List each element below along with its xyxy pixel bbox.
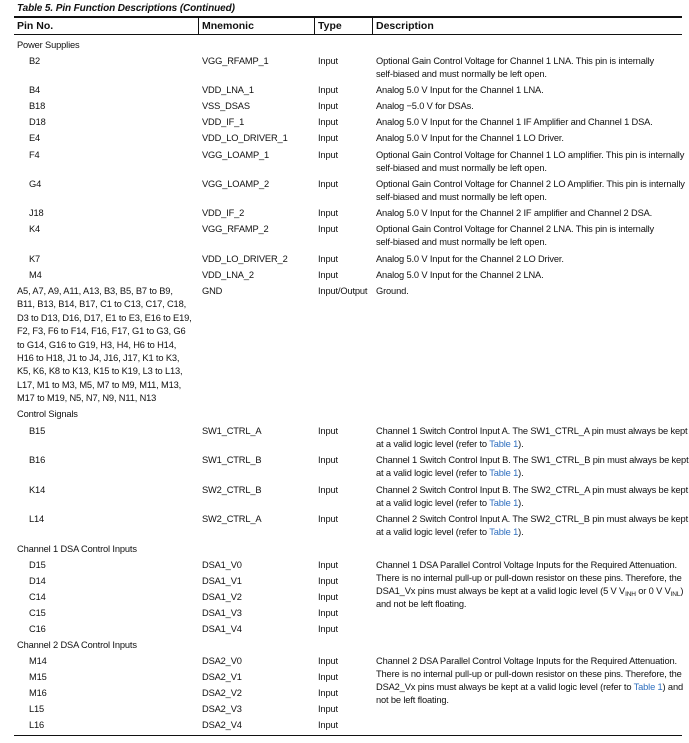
description-cell: Channel 1 Switch Control Input B. The SW1_CTRL_B pin must always be kept <box>376 455 689 465</box>
header-type: Type <box>318 20 342 32</box>
type-cell: Input <box>318 208 338 218</box>
type-cell: Input <box>318 672 338 682</box>
description-cell: Analog −5.0 V for DSAs. <box>376 101 474 111</box>
pin-cell: B15 <box>29 426 46 436</box>
mnemonic-cell: VDD_LNA_1 <box>202 85 254 95</box>
type-cell: Input <box>318 179 338 189</box>
mnemonic-cell: DSA1_V0 <box>202 560 242 570</box>
gnd-pin-list: M17 to M19, N5, N7, N9, N11, N13 <box>17 393 157 404</box>
type-cell: Input <box>318 656 338 666</box>
dsa1-description: and not be left floating. <box>376 599 467 609</box>
mnemonic-cell: GND <box>202 286 223 296</box>
description-cell: Ground. <box>376 286 409 296</box>
description-cell: Optional Gain Control Voltage for Channel 1 LNA. This pin is internally <box>376 56 655 66</box>
pin-cell: M15 <box>29 672 47 682</box>
dsa2-description: DSA2_Vx pins must always be kept at a valid logic level (refer to Table 1) and <box>376 682 683 692</box>
mnemonic-cell: VDD_LNA_2 <box>202 270 254 280</box>
pin-cell: F4 <box>29 150 40 160</box>
mnemonic-cell: SW2_CTRL_A <box>202 514 262 524</box>
pin-cell: B4 <box>29 85 41 95</box>
type-cell: Input <box>318 608 338 618</box>
description-cell: Analog 5.0 V Input for the Channel 2 IF amplifier and Channel 2 DSA. <box>376 208 653 218</box>
pin-cell: C16 <box>29 624 46 634</box>
dsa2-description: There is no internal pull-up or pull-down resistor on these pins. Therefore, the <box>376 669 682 679</box>
type-cell: Input <box>318 485 338 495</box>
description-cell: self-biased and must normally be left open. <box>376 163 547 173</box>
description-cell: self-biased and must normally be left open. <box>376 192 547 202</box>
dsa2-description: Channel 2 DSA Parallel Control Voltage Inputs for the Required Attenuation. <box>376 656 677 666</box>
mnemonic-cell: SW2_CTRL_B <box>202 485 262 495</box>
table-1-link[interactable]: Table 1 <box>489 527 519 537</box>
type-cell: Input <box>318 56 338 66</box>
description-cell: Analog 5.0 V Input for the Channel 1 IF Amplifier and Channel 1 DSA. <box>376 117 653 127</box>
description-cell: at a valid logic level (refer to Table 1). <box>376 468 524 478</box>
description-cell: self-biased and must normally be left open. <box>376 69 547 79</box>
description-cell: at a valid logic level (refer to Table 1). <box>376 527 524 537</box>
header-divider <box>314 18 315 34</box>
mnemonic-cell: DSA1_V2 <box>202 592 242 602</box>
mnemonic-cell: VSS_DSAS <box>202 101 250 111</box>
section-channel-1-dsa: Channel 1 DSA Control Inputs <box>17 544 137 554</box>
gnd-pin-list: to G14, G16 to G19, H3, H4, H6 to H14, <box>17 339 177 350</box>
type-cell: Input <box>318 426 338 436</box>
mnemonic-cell: VGG_RFAMP_1 <box>202 56 269 66</box>
header-divider <box>372 18 373 34</box>
table-1-link[interactable]: Table 1 <box>489 439 519 449</box>
table-top-rule <box>14 16 682 18</box>
pin-cell: L16 <box>29 720 45 730</box>
pin-cell: L15 <box>29 704 45 714</box>
type-cell: Input <box>318 150 338 160</box>
pin-cell: J18 <box>29 208 44 218</box>
pin-cell: B2 <box>29 56 41 66</box>
mnemonic-cell: VGG_LOAMP_2 <box>202 179 270 189</box>
mnemonic-cell: VGG_RFAMP_2 <box>202 224 269 234</box>
mnemonic-cell: DSA1_V1 <box>202 576 242 586</box>
type-cell: Input <box>318 254 338 264</box>
type-cell: Input <box>318 117 338 127</box>
description-cell: Channel 1 Switch Control Input A. The SW1_CTRL_A pin must always be kept <box>376 426 688 436</box>
description-cell: Optional Gain Control Voltage for Channel 2 LNA. This pin is internally <box>376 224 655 234</box>
mnemonic-cell: DSA1_V3 <box>202 608 242 618</box>
section-channel-2-dsa: Channel 2 DSA Control Inputs <box>17 640 137 650</box>
mnemonic-cell: DSA2_V0 <box>202 656 242 666</box>
gnd-pin-list: K5, K6, K8 to K13, K15 to K19, L3 to L13, <box>17 366 183 377</box>
description-cell: Analog 5.0 V Input for the Channel 1 LO Driver. <box>376 133 564 143</box>
dsa1-description: DSA1_Vx pins must always be kept at a valid logic level (5 V $V_{INH}$ or 0 V $V_{INL}$) <box>376 586 684 598</box>
table-caption: Table 5. Pin Function Descriptions (Continued) <box>17 3 235 14</box>
type-cell: Input <box>318 592 338 602</box>
pin-cell: L14 <box>29 514 45 524</box>
mnemonic-cell: VDD_IF_2 <box>202 208 245 218</box>
type-cell: Input <box>318 688 338 698</box>
description-cell: at a valid logic level (refer to Table 1). <box>376 439 524 449</box>
gnd-pin-list: F2, F3, F6 to F14, F16, F17, G1 to G3, G6 <box>17 326 186 337</box>
header-description: Description <box>376 20 434 32</box>
header-pin-no: Pin No. <box>17 20 54 32</box>
description-cell: at a valid logic level (refer to Table 1). <box>376 498 524 508</box>
pin-cell: C15 <box>29 608 46 618</box>
type-cell: Input <box>318 576 338 586</box>
type-cell: Input <box>318 704 338 714</box>
header-bottom-rule <box>14 34 682 35</box>
description-cell: Channel 2 Switch Control Input A. The SW2_CTRL_B pin must always be kept <box>376 514 688 524</box>
table-1-link[interactable]: Table 1 <box>633 682 663 692</box>
gnd-pin-list: L17, M1 to M3, M5, M7 to M9, M11, M13, <box>17 379 182 390</box>
description-cell: Channel 2 Switch Control Input B. The SW2_CTRL_A pin must always be kept <box>376 485 688 495</box>
mnemonic-cell: SW1_CTRL_A <box>202 426 262 436</box>
pin-cell: D15 <box>29 560 46 570</box>
dsa1-description: Channel 1 DSA Parallel Control Voltage Inputs for the Required Attenuation. <box>376 560 677 570</box>
mnemonic-cell: DSA2_V1 <box>202 672 242 682</box>
type-cell: Input <box>318 133 338 143</box>
type-cell: Input <box>318 270 338 280</box>
pin-cell: M14 <box>29 656 47 666</box>
mnemonic-cell: DSA2_V3 <box>202 704 242 714</box>
gnd-pin-list: A5, A7, A9, A11, A13, B3, B5, B7 to B9, <box>17 286 173 296</box>
pin-cell: C14 <box>29 592 46 602</box>
section-power-supplies: Power Supplies <box>17 40 80 50</box>
header-divider <box>198 18 199 34</box>
description-cell: Analog 5.0 V Input for the Channel 2 LO Driver. <box>376 254 564 264</box>
dsa1-description: There is no internal pull-up or pull-down resistor on these pins. Therefore, the <box>376 573 682 583</box>
mnemonic-cell: VDD_LO_DRIVER_2 <box>202 254 288 264</box>
type-cell: Input <box>318 514 338 524</box>
mnemonic-cell: DSA2_V2 <box>202 688 242 698</box>
pin-cell: K7 <box>29 254 41 264</box>
table-bottom-rule <box>14 735 682 736</box>
description-cell: Optional Gain Control Voltage for Channel 1 LO amplifier. This pin is internally <box>376 150 685 160</box>
type-cell: Input <box>318 101 338 111</box>
type-cell: Input <box>318 85 338 95</box>
mnemonic-cell: VDD_IF_1 <box>202 117 245 127</box>
pin-cell: B16 <box>29 455 46 465</box>
type-cell: Input <box>318 720 338 730</box>
gnd-pin-list: H16 to H18, J1 to J4, J16, J17, K1 to K3, <box>17 353 180 363</box>
type-cell: Input <box>318 455 338 465</box>
pin-cell: G4 <box>29 179 42 189</box>
mnemonic-cell: VGG_LOAMP_1 <box>202 150 270 160</box>
mnemonic-cell: DSA1_V4 <box>202 624 242 634</box>
table-1-link[interactable]: Table 1 <box>489 468 519 478</box>
pin-cell: K4 <box>29 224 41 234</box>
pin-cell: E4 <box>29 133 41 143</box>
type-cell: Input/Output <box>318 286 368 296</box>
gnd-pin-list: B11, B13, B14, B17, C1 to C13, C17, C18, <box>17 299 187 310</box>
pin-cell: M16 <box>29 688 47 698</box>
description-cell: Optional Gain Control Voltage for Channel 2 LO Amplifier. This pin is internally <box>376 179 685 189</box>
type-cell: Input <box>318 560 338 570</box>
pin-cell: K14 <box>29 485 46 495</box>
description-cell: Analog 5.0 V Input for the Channel 1 LNA. <box>376 85 544 95</box>
pin-cell: B18 <box>29 101 46 111</box>
gnd-pin-list: D3 to D13, D16, D17, E1 to E3, E16 to E19, <box>17 312 192 323</box>
description-cell: self-biased and must normally be left open. <box>376 237 547 247</box>
type-cell: Input <box>318 624 338 634</box>
type-cell: Input <box>318 224 338 234</box>
dsa2-description: not be left floating. <box>376 695 449 705</box>
pin-cell: D18 <box>29 117 46 127</box>
mnemonic-cell: VDD_LO_DRIVER_1 <box>202 133 288 143</box>
pin-cell: M4 <box>29 270 42 280</box>
table-1-link[interactable]: Table 1 <box>489 498 519 508</box>
section-control-signals: Control Signals <box>17 409 78 419</box>
header-mnemonic: Mnemonic <box>202 20 254 32</box>
mnemonic-cell: DSA2_V4 <box>202 720 242 730</box>
mnemonic-cell: SW1_CTRL_B <box>202 455 262 465</box>
pin-cell: D14 <box>29 576 46 586</box>
description-cell: Analog 5.0 V Input for the Channel 2 LNA. <box>376 270 544 280</box>
